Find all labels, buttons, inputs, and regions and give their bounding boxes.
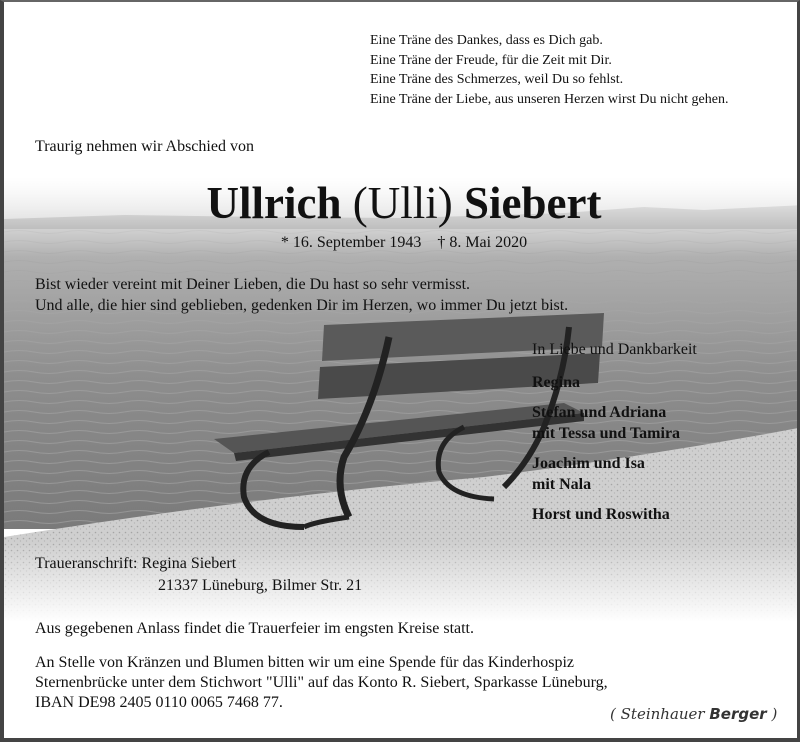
first-name: Ullrich [206, 178, 342, 228]
signature-script: Steinhauer [620, 705, 705, 723]
poem-line: Eine Träne der Liebe, aus unseren Herzen wirst Du nicht gehen. [370, 91, 729, 107]
signature-paren-close: ) [771, 705, 778, 723]
memorial-verse [35, 274, 568, 316]
stonemason-signature [610, 705, 777, 723]
donation-line: Sternenbrücke unter dem Stichwort "Ulli" auf das Konto R. Siebert, Sparkasse Lüneburg, [35, 674, 608, 691]
poem-line: Eine Träne des Schmerzes, weil Du so fehlst. [370, 72, 624, 87]
nickname: (Ulli) [352, 178, 453, 228]
family-group [532, 453, 697, 495]
poem-line: Eine Träne der Freude, für die Zeit mit Dir. [370, 52, 612, 68]
address-name: Regina Siebert [141, 555, 237, 572]
poem-line: Eine Träne des Dankes, dass es Dich gab. [370, 33, 603, 48]
address-street: 21337 Lüneburg, Bilmer Str. 21 [158, 577, 363, 594]
death-date: † 8. Mai 2020 [437, 234, 528, 251]
mourning-address [35, 553, 362, 597]
family-group [532, 504, 697, 525]
verse-line: Und alle, die hier sind geblieben, gedenken Dir im Herzen, wo immer Du jetzt bist. [35, 297, 569, 314]
donation-line: IBAN DE98 2405 0110 0065 7468 77. [35, 694, 283, 711]
intro-text: Traurig nehmen wir Abschied von [35, 138, 254, 155]
donation-line: An Stelle von Kränzen und Blumen bitten wir um eine Spende für das Kinderhospiz [35, 654, 574, 671]
family-heading: In Liebe und Dankbarkeit [532, 341, 697, 358]
life-dates [4, 234, 800, 252]
deceased-name [4, 177, 800, 229]
family-member: mit Nala [532, 476, 592, 493]
family-member: Stefan und Adriana [532, 404, 667, 421]
signature-bold: Berger [709, 705, 767, 723]
family-group [532, 372, 697, 393]
family-group [532, 402, 697, 444]
last-name: Siebert [464, 178, 602, 228]
address-label: Traueranschrift: [35, 555, 138, 572]
family-signatures [532, 341, 697, 534]
funeral-service-note: Aus gegebenen Anlass findet die Trauerfeier im engsten Kreise statt. [35, 620, 474, 637]
birth-date: * 16. September 1943 [280, 234, 422, 251]
donation-request [35, 653, 608, 713]
verse-line: Bist wieder vereint mit Deiner Lieben, die Du hast so sehr vermisst. [35, 276, 471, 293]
family-member: mit Tessa und Tamira [532, 425, 681, 442]
poem [370, 31, 728, 109]
signature-paren-open: ( [610, 705, 616, 723]
family-member: Horst und Roswitha [532, 506, 670, 523]
family-member: Regina [532, 374, 580, 391]
family-member: Joachim und Isa [532, 455, 645, 472]
